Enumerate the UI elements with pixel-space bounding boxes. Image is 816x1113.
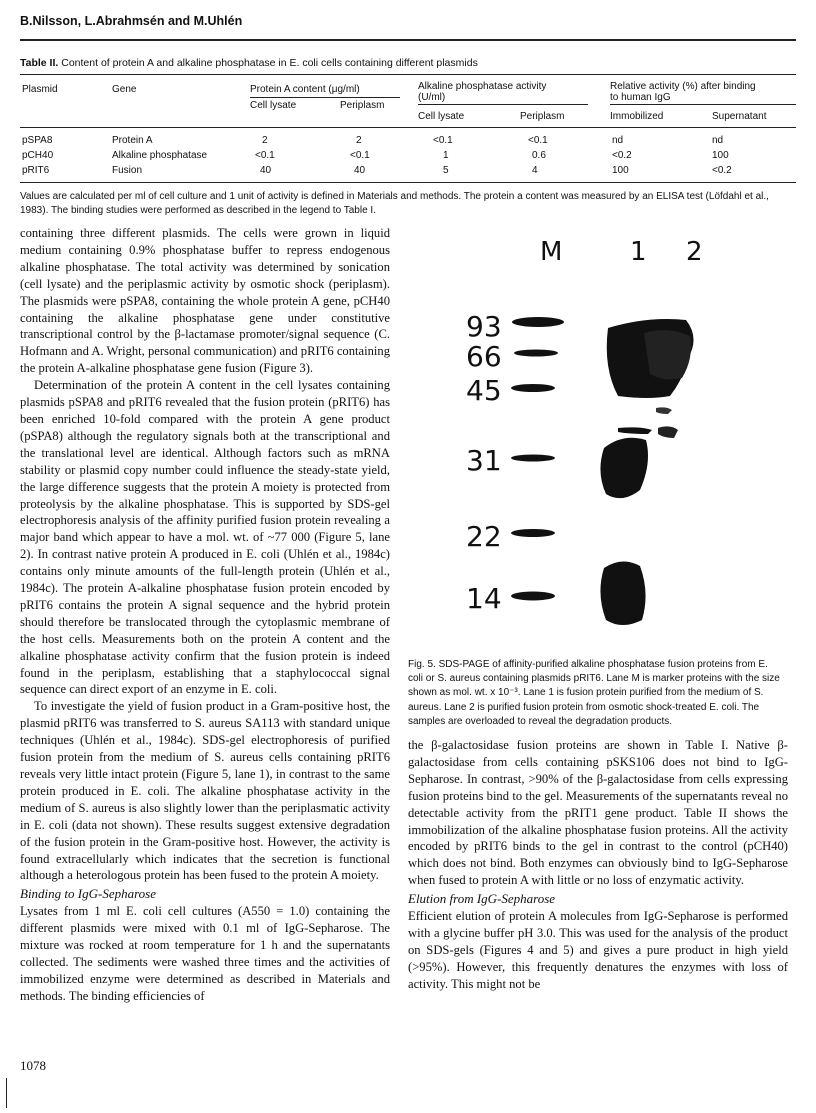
group-rel-1: Relative activity (%) after binding bbox=[610, 81, 756, 92]
table-note: Values are calculated per ml of cell culture and 1 unit of activity is defined in Materials and methods. The protein a content was measured by an ELISA test (Löfdahl et al., 1983). The binding studies were performed as described in the legend to Table I. bbox=[20, 191, 769, 216]
cell-plasmid: pSPA8 bbox=[22, 135, 53, 146]
cell-ap-cl: 1 bbox=[443, 150, 449, 161]
marker-band-93 bbox=[512, 317, 564, 327]
group-protein-a: Protein A content (μg/ml) bbox=[250, 84, 360, 95]
figure-caption: Fig. 5. SDS-PAGE of affinity-purified alkaline phosphatase fusion proteins from E. coli or S. aureus containing plasmids pRIT6. Lane M is marker proteins with the size shown as mol. wt. x 10⁻³. Lane 1 is fusion protein purified from the medium of S. aureus. Lane 2 is purified fusion protein from osmotic shock-treated E. coli. The samples are overloaded to reveal the degradation products. bbox=[408, 659, 780, 727]
left-paragraph-1: containing three different plasmids. The cells were grown in liquid medium containing 0.9% phosphatase buffer to repress endogenous alkaline phosphatase. The total activity was determined by sonication (cell lysate) and the periplasmic activity by osmotic shock (periplasm). The plasmids were pSPA8, containing the whole protein A gene, pCH40 containing the alkaline phosphatase gene under constitutive transcriptional control by the β-lactamase promoter/signal sequence (C. Hofmann and A. Wright, personal communication) and pRIT6 containing the protein A-alkaline phosphatase gene fusion (Figure 3). bbox=[20, 226, 390, 376]
cell-pa-peri: <0.1 bbox=[350, 150, 370, 161]
lane-label-1: 1 bbox=[630, 237, 647, 267]
table-header-rule bbox=[20, 127, 796, 128]
cell-immob: <0.2 bbox=[612, 150, 632, 161]
cell-pa-cl: 2 bbox=[262, 135, 268, 146]
lane-label-m: M bbox=[540, 237, 563, 267]
table-bottom-rule bbox=[20, 182, 796, 183]
marker-band-14 bbox=[511, 592, 555, 601]
group-rel-2: to human IgG bbox=[610, 92, 671, 103]
cell-ap-peri: <0.1 bbox=[528, 135, 548, 146]
lane-2-upper-smear bbox=[607, 319, 694, 398]
group-rule-pa bbox=[250, 97, 400, 98]
marker-band-31 bbox=[511, 455, 555, 462]
cell-pa-peri: 2 bbox=[356, 135, 362, 146]
col-gene: Gene bbox=[112, 84, 137, 95]
marker-band-66 bbox=[514, 350, 558, 357]
cell-pa-cl: 40 bbox=[260, 165, 272, 176]
cell-ap-cl: <0.1 bbox=[433, 135, 453, 146]
cell-ap-peri: 4 bbox=[532, 165, 538, 176]
cell-plasmid: pRIT6 bbox=[22, 165, 50, 176]
section-heading-elution: Elution from IgG-Sepharose bbox=[408, 891, 556, 907]
cell-ap-peri: 0.6 bbox=[532, 150, 546, 161]
sub-ap-periplasm: Periplasm bbox=[520, 111, 565, 122]
lane-label-2: 2 bbox=[686, 237, 703, 267]
cell-super: <0.2 bbox=[712, 165, 732, 176]
section-heading-binding: Binding to IgG-Sepharose bbox=[20, 886, 156, 902]
table-top-rule bbox=[20, 74, 796, 75]
cell-super: nd bbox=[712, 135, 724, 146]
marker-band-45 bbox=[511, 384, 555, 392]
cell-super: 100 bbox=[712, 150, 729, 161]
group-ap-2: (U/ml) bbox=[418, 92, 446, 103]
group-rule-rel bbox=[610, 104, 796, 105]
left-paragraph-4: Lysates from 1 ml E. coli cell cultures (A550 = 1.0) containing the different plasmids were mixed with 0.1 ml of IgG-Sepharose. The mixture was rocked at room temperature for 1 h and the supernatants collected. The sediments were washed three times and the activities of immobilized enzyme were determined as described in Materials and methods. The binding efficiencies of bbox=[20, 904, 390, 1003]
scan-edge-mark bbox=[6, 1078, 7, 1108]
sub-pa-periplasm: Periplasm bbox=[340, 100, 385, 111]
left-paragraph-2: Determination of the protein A content in the cell lysates containing plasmids pSPA8 and pRIT6 revealed that the fusion protein (pRIT6) has been enriched 10-fold compared with the protein A gene product (pSPA8) although the regulatory signals both at the transcriptional and the translational level are identical. Although factors such as mRNA stability or plasmid copy number could influence the steady-state yield, the large difference suggests that the protein A moiety is protected from proteolysis by the alkaline phosphatase. This is supported by SDS-gel electrophoresis analysis of the affinity purified fusion protein revealing a major band which appear to have a mol. wt. of ~77 000 (Figure 5, lane 2). In contrast native protein A produced in E. coli (Uhlén et al., 1984c) contains only minute amounts of the full-length protein (Uhlén et al., 1984c). The protein A-alkaline phosphatase fusion protein encoded by pRIT6 contains the protein A signal sequence and the hybrid protein should therefore be translocated through the cytoplasmic membrane of the host cells. Measurements both on the protein A content and the alkaline phosphatase activity confirm that the fusion protein is indeed found in the periplasm, establishing that a staphylococcal signal sequence can direct export of an enzyme in E. coli. bbox=[20, 378, 390, 697]
table-label: Table II. bbox=[20, 57, 59, 69]
group-rule-ap bbox=[418, 104, 588, 105]
right-paragraph-1: the β-galactosidase fusion proteins are shown in Table I. Native β-galactosidase from cells containing pSKS106 does not bind to IgG-Sepharose. In contrast, >90% of the β-galactosidase from cells expressing fusion proteins bind to the gel. Measurements of the supernatants reveal no detectable activity from the pRIT1 gene product. Table II shows the immobilization of the alkaline phosphatase fusion proteins. All the activity encoded by pRIT6 binds to the gel in contrast to the control (pCH40) which does not bind. Both enzymes can obviously bind to IgG-Sepharose when fused to protein A with little or no loss of enzymatic activity. bbox=[408, 738, 788, 888]
marker-label-93: 93 bbox=[466, 310, 502, 343]
page-number: 1078 bbox=[20, 1058, 46, 1073]
header-rule bbox=[20, 39, 796, 41]
cell-gene: Alkaline phosphatase bbox=[112, 150, 208, 161]
sub-ap-cell-lysate: Cell lysate bbox=[418, 111, 465, 122]
left-column bbox=[20, 225, 390, 1005]
table-caption-text: Content of protein A and alkaline phosphatase in E. coli cells containing different plasmids bbox=[61, 57, 478, 69]
lane-2-lower-smear bbox=[600, 561, 645, 625]
sub-supernatant: Supernatant bbox=[712, 111, 767, 122]
cell-gene: Fusion bbox=[112, 165, 143, 176]
sub-immobilized: Immobilized bbox=[610, 111, 664, 122]
cell-ap-cl: 5 bbox=[443, 165, 449, 176]
marker-label-14: 14 bbox=[466, 582, 502, 615]
cell-plasmid: pCH40 bbox=[22, 150, 54, 161]
marker-label-45: 45 bbox=[466, 374, 502, 407]
col-plasmid: Plasmid bbox=[22, 84, 58, 95]
lane-2-middle-smear bbox=[600, 407, 678, 498]
right-paragraph-2: Efficient elution of protein A molecules from IgG-Sepharose is performed with a glycine buffer pH 3.0. This was used for the analysis of the product on SDS-gels (Figures 4 and 5) and gives a pure product in high yield (>95%). However, this frequently denatures the enzymes with loss of activity. This might not be bbox=[408, 909, 788, 991]
cell-pa-cl: <0.1 bbox=[255, 150, 275, 161]
right-column bbox=[408, 737, 788, 993]
marker-label-66: 66 bbox=[466, 340, 502, 373]
left-paragraph-3: To investigate the yield of fusion product in a Gram-positive host, the plasmid pRIT6 was transferred to S. aureus SA113 with standard unique techniques (Uhlén et al., 1984c). SDS-gel electrophoresis of purified fusion protein from the medium of S. aureus cells containing pRIT6 reveals very little intact protein (Figure 5, lane 1), in contrast to the same protein produced in E. coli. The alkaline phosphatase activity in the medium of S. aureus is also slightly lower than the periplasmatic activity in E. coli (data not shown). These results suggest extensive degradation of the fusion protein in the Gram-positive host. However, the activity is found extracellularly which indicates that the secretion is functional although a heterologous protein has been fused to the protein A moiety. bbox=[20, 699, 390, 883]
cell-pa-peri: 40 bbox=[354, 165, 366, 176]
cell-immob: nd bbox=[612, 135, 624, 146]
sub-pa-cell-lysate: Cell lysate bbox=[250, 100, 297, 111]
marker-label-31: 31 bbox=[466, 444, 502, 477]
group-ap-1: Alkaline phosphatase activity bbox=[418, 81, 547, 92]
marker-band-22 bbox=[511, 529, 555, 537]
table-caption bbox=[20, 57, 478, 69]
marker-label-22: 22 bbox=[466, 520, 502, 553]
running-header: B.Nilsson, L.Abrahmsén and M.Uhlén bbox=[20, 14, 243, 28]
cell-immob: 100 bbox=[612, 165, 629, 176]
gel-figure bbox=[408, 228, 796, 648]
cell-gene: Protein A bbox=[112, 135, 153, 146]
